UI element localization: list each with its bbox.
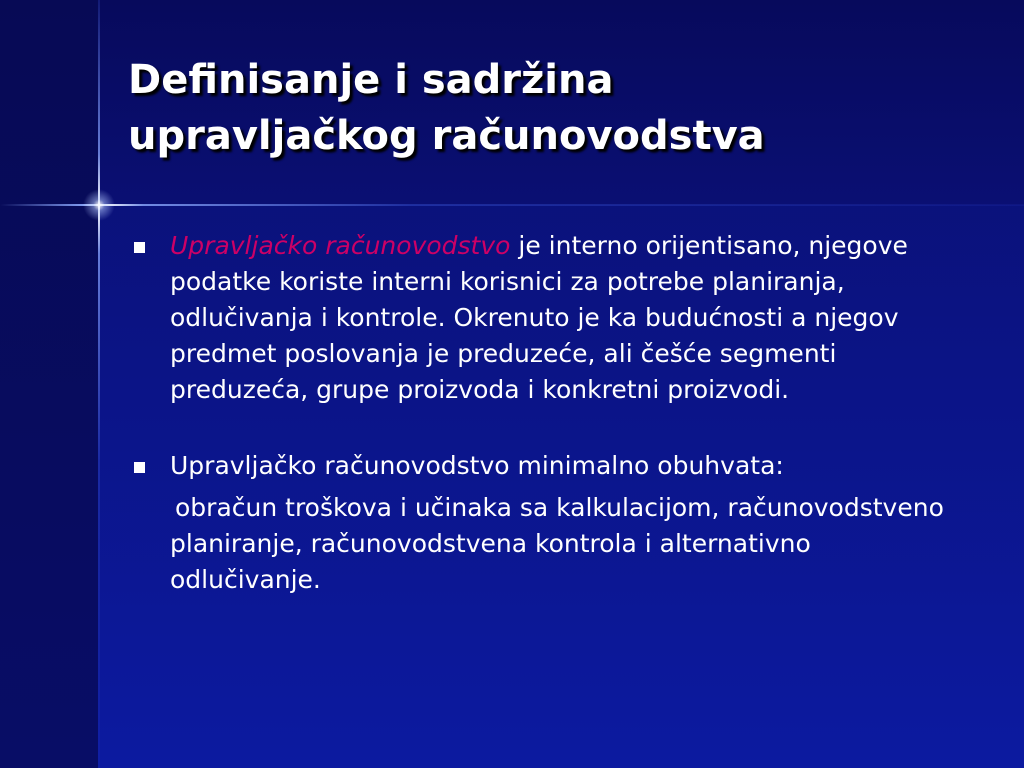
title-line-2: upravljačkog računovodstva	[128, 113, 765, 159]
horizontal-glow-line	[0, 204, 1024, 206]
slide-title	[128, 52, 1008, 164]
square-bullet-icon	[134, 242, 145, 253]
sparkle-icon	[83, 189, 115, 221]
bullet-text: Upravljačko računovodstvo minimalno obuhvata:	[170, 451, 784, 480]
left-decorative-band	[0, 0, 98, 768]
square-bullet-icon	[134, 462, 145, 473]
sub-paragraph: obračun troškova i učinaka sa kalkulacijom, računovodstveno planiranje, računovodstvena kontrola i alternativno odlučivanje.	[170, 493, 944, 594]
bullet-item	[128, 448, 958, 484]
slide-content	[128, 228, 958, 598]
bullet-item	[128, 228, 958, 408]
bullet-text: je interno orijentisano, njegove podatke koriste interni korisnici za potrebe planiranja, odlučivanja i kontrole. Okrenuto je ka budućnosti a njegov predmet poslovanja je preduzeće, ali češće segmenti preduzeća, grupe proizvoda i konkretni proizvodi.	[170, 231, 908, 404]
vertical-glow-line	[98, 0, 100, 768]
highlighted-term: Upravljačko računovodstvo	[170, 231, 511, 260]
title-line-1: Definisanje i sadržina	[128, 57, 614, 103]
